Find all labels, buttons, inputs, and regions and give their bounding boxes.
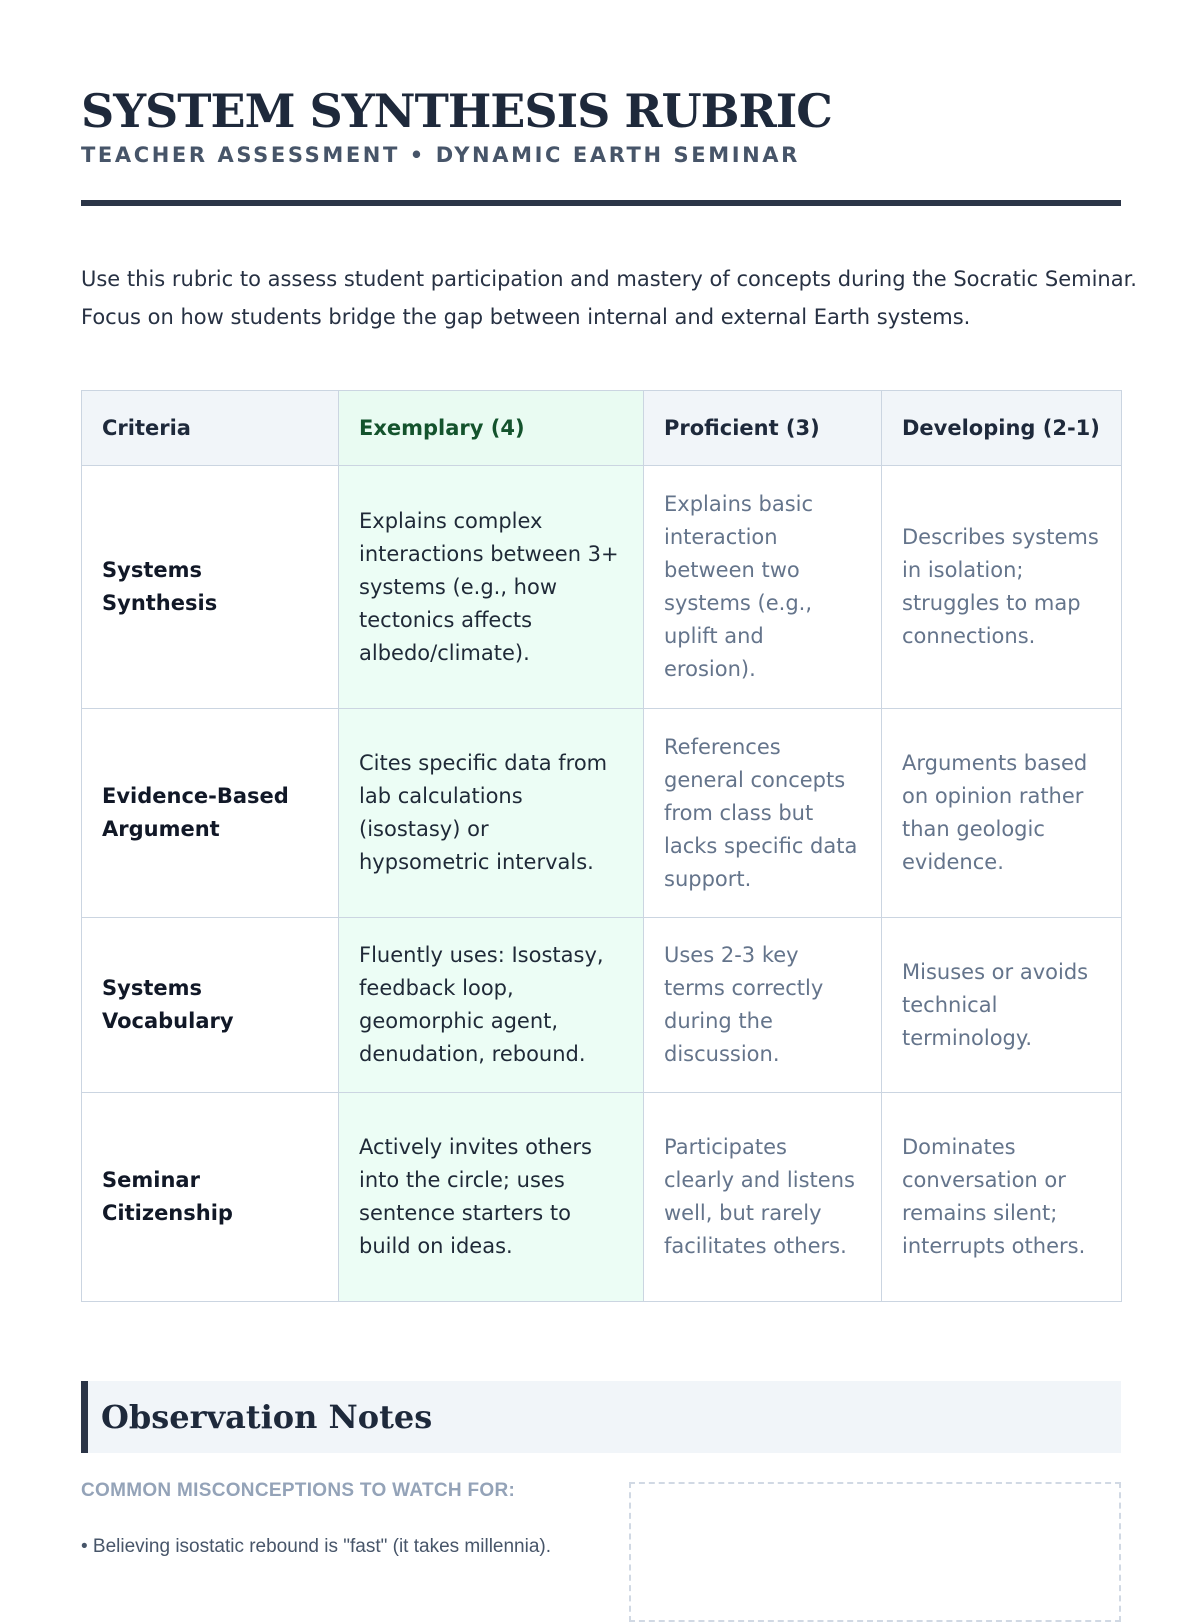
proficient-cell: Participates clearly and listens well, but rarely facilitates others.: [644, 1093, 882, 1302]
list-item: • Believing isostatic rebound is "fast" (it takes millennia).: [81, 1536, 552, 1557]
observation-notes-header: [81, 1381, 1121, 1453]
header-exemplary: Exemplary (4): [339, 391, 644, 466]
header-proficient: Proficient (3): [644, 391, 882, 466]
criteria-cell: Systems Synthesis: [82, 466, 339, 709]
intro-paragraph: Use this rubric to assess student participation and mastery of concepts during the Socratic Seminar. Focus on how students bridge the gap between internal and external Earth systems.: [81, 267, 1137, 329]
misconceptions-list: [81, 1533, 551, 1560]
developing-cell: Dominates conversation or remains silent; interrupts others.: [882, 1093, 1122, 1302]
criteria-cell: Systems Vocabulary: [82, 918, 339, 1093]
criteria-cell: Seminar Citizenship: [82, 1093, 339, 1302]
table-row: [82, 709, 1122, 918]
criteria-cell: Evidence-Based Argument: [82, 709, 339, 918]
page-subtitle: TEACHER ASSESSMENT • DYNAMIC EARTH SEMINAR: [81, 143, 800, 167]
proficient-cell: Explains basic interaction between two systems (e.g., uplift and erosion).: [644, 466, 882, 709]
header-criteria: Criteria: [82, 391, 339, 466]
proficient-cell: Uses 2-3 key terms correctly during the discussion.: [644, 918, 882, 1093]
developing-cell: Describes systems in isolation; struggles to map connections.: [882, 466, 1122, 709]
exemplary-cell: Fluently uses: Isostasy, feedback loop, geomorphic agent, denudation, rebound.: [339, 918, 644, 1093]
notes-writing-box[interactable]: [629, 1482, 1121, 1622]
exemplary-cell: Explains complex interactions between 3+ systems (e.g., how tectonics affects albedo/climate).: [339, 466, 644, 709]
page-title: SYSTEM SYNTHESIS RUBRIC: [81, 84, 832, 138]
proficient-cell: References general concepts from class but lacks specific data support.: [644, 709, 882, 918]
header-divider: [81, 200, 1121, 206]
developing-cell: Misuses or avoids technical terminology.: [882, 918, 1122, 1093]
table-row: [82, 1093, 1122, 1302]
misconceptions-heading: COMMON MISCONCEPTIONS TO WATCH FOR:: [81, 1480, 516, 1501]
exemplary-cell: Cites specific data from lab calculations (isostasy) or hypsometric intervals.: [339, 709, 644, 918]
header-developing: Developing (2-1): [882, 391, 1122, 466]
exemplary-cell: Actively invites others into the circle; uses sentence starters to build on ideas.: [339, 1093, 644, 1302]
header: [81, 82, 1121, 170]
observation-notes-title: Observation Notes: [101, 1398, 433, 1436]
rubric-table: [81, 390, 1122, 1302]
table-row: [82, 466, 1122, 709]
developing-cell: Arguments based on opinion rather than geologic evidence.: [882, 709, 1122, 918]
table-header-row: [82, 391, 1122, 466]
table-row: [82, 918, 1122, 1093]
